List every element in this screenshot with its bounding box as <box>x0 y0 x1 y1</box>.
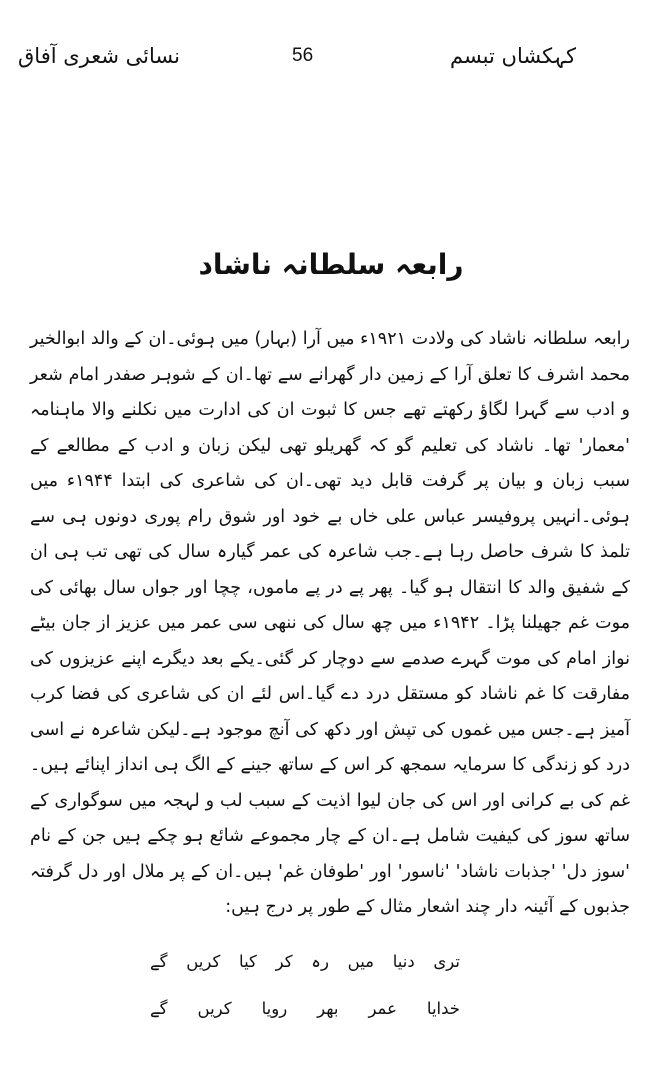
page-number: 56 <box>292 45 314 66</box>
poetry-couplet <box>150 938 460 1032</box>
couplet-line-2: خدایا عمر بھر رویا کریں گے <box>150 999 460 1018</box>
header-author-name: کہکشاں تبسم <box>449 44 576 68</box>
couplet-line-1: تری دنیا میں رہ کر کیا کریں گے <box>150 952 460 971</box>
chapter-title: رابعہ سلطانہ ناشاد <box>198 248 464 281</box>
header-book-title: نسائی شعری آفاق <box>18 44 180 68</box>
body-paragraph: رابعہ سلطانہ ناشاد کی ولادت ۱۹۲۱ء میں آرا (بہار) میں ہوئی۔ان کے والد ابوالخیر محمد اشرف کا تعلق آرا کے زمین دار گھرانے سے تھا۔ان کے شوہر صفدر امام شعر و ادب سے گہرا لگاؤ رکھتے تھے جس کا ثبوت ان کی ادارت میں نکلنے والا ماہنامہ 'معمار' تھا۔ ناشاد کی تعلیم گو کہ گھریلو تھی لیکن زبان و ادب کے مطالعے کے سبب زبان و بیان پر گرفت قابل دید تھی۔ان کی شاعری کی ابتدا ۱۹۴۴ء میں ہوئی۔انہیں پروفیسر عباس علی خاں بے خود اور شوق رام پوری دونوں ہی سے تلمذ کا شرف حاصل رہا ہے۔جب شاعرہ کی عمر گیارہ سال کی تھی تب ہی ان کے شفیق والد کا انتقال ہو گیا۔ پھر پے در پے ماموں، چچا اور جواں سال بھائی کی موت غم جھیلنا پڑا۔ ۱۹۴۲ء میں چھ سال کی ننھی سی عمر میں عزیز از جان بیٹے نواز امام کی موت گہرے صدمے سے دوچار کر گئی۔یکے بعد دیگرے اپنے عزیزوں کی مفارقت کا غم ناشاد کو مستقل درد دے گیا۔اس لئے ان کی شاعری کی فضا کرب آمیز ہے۔جس میں غموں کی تپش اور دکھ کی آنچ موجود ہے۔لیکن شاعرہ نے اسی درد کو زندگی کا سرمایہ سمجھ کر اس کے ساتھ جینے کے الگ ہی انداز اپنائے ہیں۔غم کی بے کرانی اور اس کی جان لیوا اذیت کے سبب لب و لہجہ میں سوگواری کے ساتھ سوز کی کیفیت شامل ہے۔ان کے چار مجموعے شائع ہو چکے ہیں جن کے نام 'سوز دل' 'جذبات ناشاد' 'ناسور' اور 'طوفان غم' ہیں۔ان کے پر ملال اور دل گرفتہ جذبوں کے آئینہ دار چند اشعار مثال کے طور پر درج ہیں: <box>30 329 630 917</box>
body-text <box>30 322 630 926</box>
